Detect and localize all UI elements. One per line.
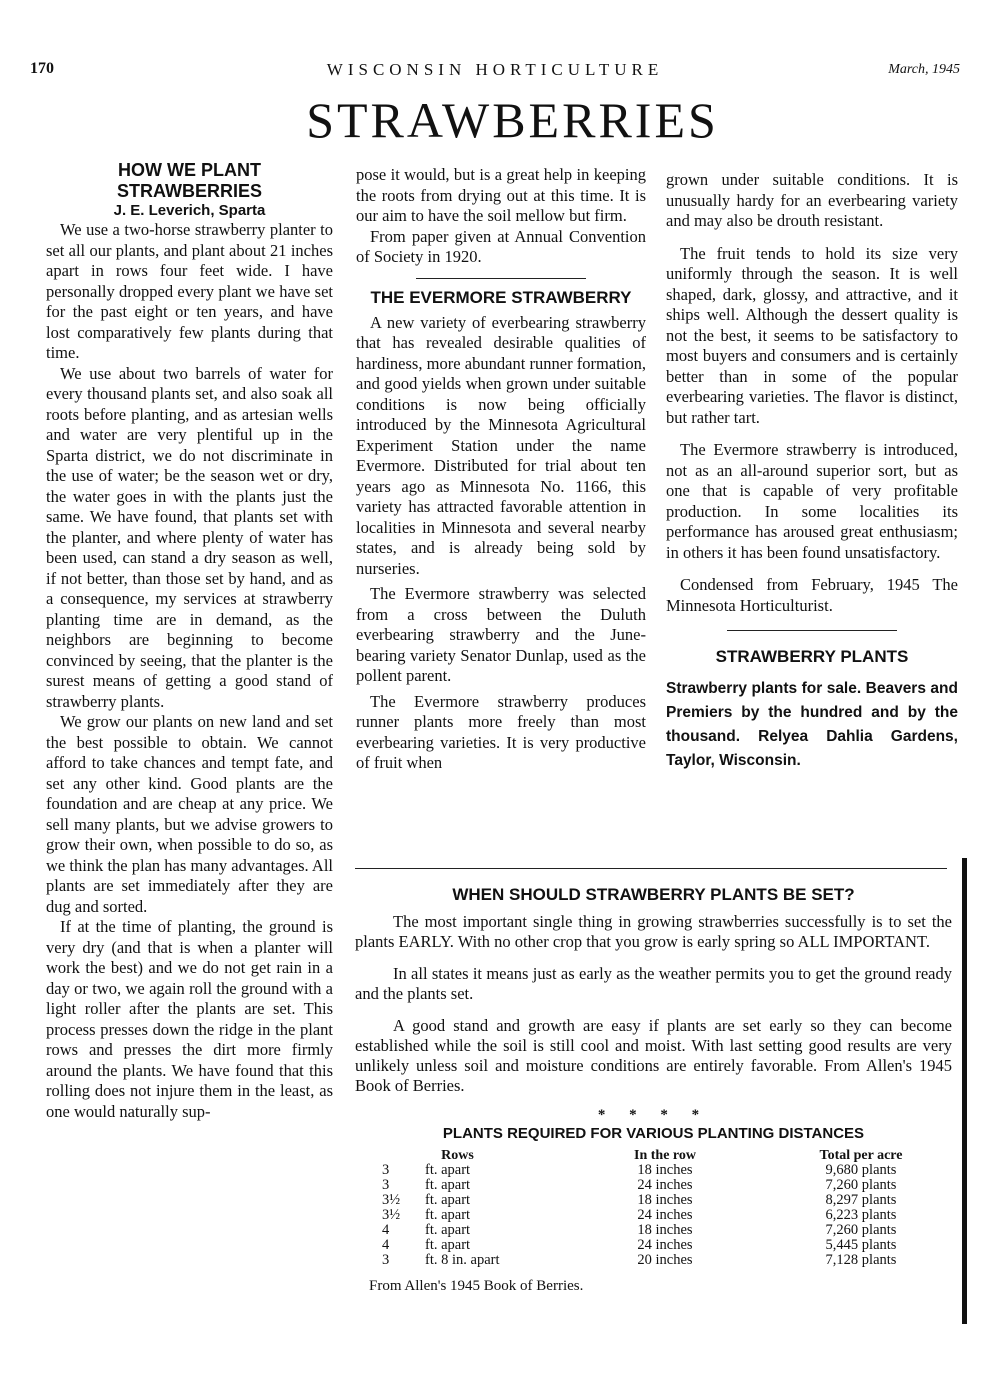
table-header-row — [355, 1148, 952, 1163]
vertical-rule — [962, 858, 967, 1324]
issue-date: March, 1945 — [888, 62, 960, 77]
article-heading: THE EVERMORE STRAWBERRY — [370, 287, 632, 307]
table-row — [355, 1238, 952, 1253]
article-heading: HOW WE PLANT STRAWBERRIES — [116, 160, 262, 201]
cell-spacing: ft. apart — [425, 1222, 471, 1238]
cell-spacing: ft. apart — [425, 1177, 471, 1193]
table-row — [355, 1208, 952, 1223]
cell-in-row: 20 inches — [637, 1252, 693, 1268]
divider — [416, 278, 586, 279]
paragraph: pose it would, but is a great help in keeping the roots from drying out at this time. It is our aim to have the soil mellow but firm. — [356, 165, 646, 225]
paragraph: We grow our plants on new land and set the best possible to obtain. We cannot afford to take chances and tempt fate, and set any other kind. Good plants are the foundation and are cheap at any price. We sell many plants, but we advise growers to grow their own, when possible to do so, as we think the plan has many advantages. All plants are set immediately after they are dug and sorted. — [46, 712, 333, 916]
cell-rows: 4 — [382, 1237, 390, 1253]
planting-table — [355, 1148, 952, 1268]
paragraph: We use about two barrels of water for every thousand plants set, and also soak all roots before planting, and as artesian wells and water are very plentiful up in the Sparta district, we do not discriminate in the use of water; be the season wet or dry, the water goes in with the plants just the same. We have found, that plants set with the planter, and where plenty of water has been used, can stand a dry season as well, if not better, than those set by hand, and as a consequence, my services at strawberry planting time are in demand, as the neighbors are beginning to become convinced by seeing, that the planter is the surest means of getting a good stand of strawberry plants. — [46, 363, 333, 711]
cell-spacing: ft. apart — [425, 1192, 471, 1208]
column-two — [356, 165, 646, 774]
cell-rows: 3 — [382, 1162, 390, 1178]
article-how-we-plant — [46, 160, 333, 1122]
cell-spacing: ft. 8 in. apart — [425, 1252, 500, 1268]
paragraph: The fruit tends to hold its size very uniformly through the season. It is well shaped, dark, glossy, and attractive, and it ships well. Although the dessert quality is not the best, it seems to be satisfactory to most buyers and consumers and is certainly better than in some of the popular everbearing varieties. The flavor is distinct, but rather tart. — [666, 243, 958, 427]
cell-total: 5,445 plants — [825, 1237, 897, 1253]
header-rows: Rows — [441, 1148, 474, 1163]
article-when-to-set — [355, 884, 952, 1296]
cell-spacing: ft. apart — [425, 1207, 471, 1223]
cell-rows: 4 — [382, 1222, 390, 1238]
paragraph: The Evermore strawberry is introduced, not as an all-around superior sort, but as one that is capable of very profitable production. In some localities its performance has aroused great enthusiasm; in others it has been found unsatisfactory. — [666, 440, 958, 562]
header-in-row: In the row — [634, 1148, 696, 1163]
table-row — [355, 1193, 952, 1208]
magazine-name: WISCONSIN HORTICULTURE — [326, 60, 664, 79]
cell-in-row: 18 inches — [637, 1222, 693, 1238]
page-number: 170 — [30, 60, 54, 77]
ad-heading: STRAWBERRY PLANTS — [715, 647, 909, 666]
source-note: From paper given at Annual Convention of Society in 1920. — [356, 226, 646, 266]
cell-in-row: 24 inches — [637, 1177, 693, 1193]
section-divider — [355, 868, 947, 869]
column-three — [666, 170, 958, 773]
table-source: From Allen's 1945 Book of Berries. — [369, 1278, 584, 1294]
paragraph: The Evermore strawberry produces runner plants more freely than most everbearing varieties. It is very productive of fruit when — [356, 691, 646, 772]
table-row — [355, 1223, 952, 1238]
divider — [727, 630, 897, 631]
table-row — [355, 1163, 952, 1178]
paragraph: If at the time of planting, the ground is very dry (and that is when a planter will work the best) and we do not get rain in a day or two, we again roll the ground with a light roller after the plants are set. This process presses down the ridge in the plant rows and presses the dirt more firmly around the plants. We have found that this rolling does not injure them in the least, as one would naturally sup- — [46, 917, 333, 1121]
byline: J. E. Leverich, Sparta — [113, 202, 266, 219]
cell-rows: 3 — [382, 1177, 390, 1193]
cell-total: 8,297 plants — [825, 1192, 897, 1208]
cell-total: 7,260 plants — [825, 1222, 897, 1238]
cell-in-row: 24 inches — [637, 1207, 693, 1223]
cell-total: 7,128 plants — [825, 1252, 897, 1268]
article-heading: WHEN SHOULD STRAWBERRY PLANTS BE SET? — [452, 885, 855, 904]
table-row — [355, 1178, 952, 1193]
paragraph: A new variety of everbearing strawberry that has revealed desirable qualities of hardiness, more abundant runner formation, and good yields when grown under suitable conditions is now being officially introduced by the Minnesota Agricultural Experiment Station under the name Evermore. Distributed for trial about ten years ago as Minnesota No. 1166, this variety has attracted favorable attention in localities in Minnesota and several nearby states, and is already being sold by nurseries. — [356, 312, 646, 578]
paragraph: The most important single thing in growing strawberries successfully is to set the plants EARLY. With no other crop that you grow is early spring so ALL IMPORTANT. — [355, 912, 952, 951]
cell-in-row: 18 inches — [637, 1192, 693, 1208]
cell-rows: 3 — [382, 1252, 390, 1268]
table-row — [355, 1253, 952, 1268]
cell-rows: 3½ — [382, 1207, 401, 1223]
cell-in-row: 24 inches — [637, 1237, 693, 1253]
advertisement-text: Strawberry plants for sale. Beavers and Premiers by the hundred and by the thousand. Relyea Dahlia Gardens, Taylor, Wisconsin. — [666, 680, 958, 769]
page-title: STRAWBERRIES — [306, 92, 719, 148]
cell-in-row: 18 inches — [637, 1162, 693, 1178]
cell-total: 6,223 plants — [825, 1207, 897, 1223]
cell-spacing: ft. apart — [425, 1162, 471, 1178]
cell-rows: 3½ — [382, 1192, 401, 1208]
table-title: PLANTS REQUIRED FOR VARIOUS PLANTING DISTANCES — [442, 1125, 865, 1142]
paragraph: A good stand and growth are easy if plants are set early so they can become established while the soil is still cool and moist. With last setting good results are very unlikely unless soil and moisture conditions are entirely favorable. From Allen's 1945 Book of Berries. — [355, 1016, 952, 1095]
cell-total: 9,680 plants — [825, 1162, 897, 1178]
source-note: Condensed from February, 1945 The Minnesota Horticulturist. — [666, 575, 958, 615]
paragraph: In all states it means just as early as the weather permits you to get the ground ready and the plants set. — [355, 964, 952, 1003]
cell-total: 7,260 plants — [825, 1177, 897, 1193]
section-stars: * * * * — [597, 1107, 710, 1123]
paragraph: The Evermore strawberry was selected from a cross between the Duluth everbearing strawberry and the June-bearing variety Senator Dunlap, used as the pollent parent. — [356, 584, 646, 685]
paragraph: We use a two-horse strawberry planter to set all our plants, and plant about 21 inches apart in rows four feet wide. I have personally dropped every plant we have set for the past eight or ten years, and have lost comparatively few plants during that time. — [46, 220, 333, 362]
running-header — [30, 60, 960, 84]
cell-spacing: ft. apart — [425, 1237, 471, 1253]
header-total: Total per acre — [819, 1148, 903, 1163]
paragraph: grown under suitable conditions. It is unusually hardy for an everbearing variety and may also be drouth resistant. — [666, 170, 958, 230]
